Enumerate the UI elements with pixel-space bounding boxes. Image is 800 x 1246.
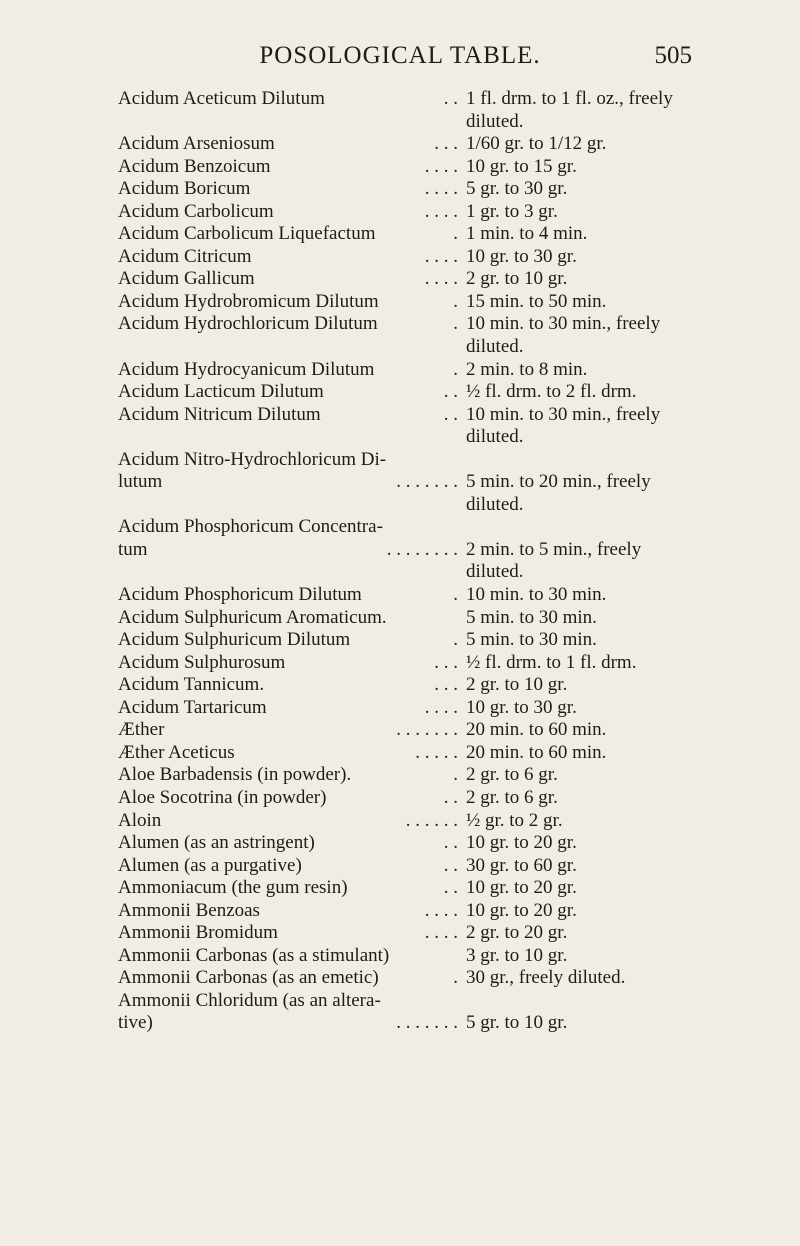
dose-range: 1 gr. to 3 gr.: [466, 200, 558, 222]
drug-name: Acidum Hydrocyanicum Dilutum: [118, 358, 375, 380]
leader-dots: . .: [443, 854, 458, 876]
drug-name: Acidum Carbolicum Liquefactum: [118, 223, 376, 245]
leader-dots: . . . .: [424, 200, 458, 222]
dose-range: diluted.: [466, 426, 524, 448]
table-row: [118, 133, 718, 156]
leader-dots: . . . . . . .: [396, 1012, 458, 1034]
table-row: [118, 967, 718, 990]
leader-dots: . . .: [434, 133, 458, 155]
posology-table: [118, 88, 718, 1035]
table-row: [118, 223, 718, 246]
drug-name: Acidum Citricum: [118, 245, 252, 267]
drug-name: Acidum Nitricum Dilutum: [118, 403, 321, 425]
leader-dots: . . . .: [424, 268, 458, 290]
leader-dots: . . . . . . .: [396, 719, 458, 741]
drug-name: Ammoniacum (the gum resin): [118, 877, 348, 899]
leader-dots: .: [453, 629, 458, 651]
dose-range: 10 min. to 30 min., freely: [466, 313, 661, 335]
drug-name: Aloe Socotrina (in powder): [118, 786, 327, 808]
page-header: [0, 42, 800, 82]
table-row: [118, 471, 718, 494]
table-row: [118, 201, 718, 224]
drug-name: Acidum Sulphuricum Aromaticum.: [118, 606, 387, 628]
dose-range: diluted.: [466, 110, 524, 132]
leader-dots: .: [453, 967, 458, 989]
dose-range: 10 gr. to 20 gr.: [466, 877, 577, 899]
dose-range: 3 gr. to 10 gr.: [466, 944, 568, 966]
leader-dots: . . . .: [424, 899, 458, 921]
leader-dots: . . .: [434, 674, 458, 696]
drug-name: Acidum Phosphoricum Dilutum: [118, 584, 362, 606]
table-row: [118, 561, 718, 584]
dose-range: diluted.: [466, 336, 524, 358]
dose-range: 5 min. to 30 min.: [466, 606, 597, 628]
table-row: [118, 697, 718, 720]
table-row: [118, 832, 718, 855]
drug-name: Acidum Tartaricum: [118, 696, 267, 718]
drug-name: tive): [118, 1012, 153, 1034]
table-row: [118, 877, 718, 900]
leader-dots: . . . .: [424, 245, 458, 267]
drug-name: Acidum Aceticum Dilutum: [118, 88, 325, 109]
table-row: [118, 629, 718, 652]
table-row: [118, 494, 718, 517]
drug-name: Acidum Gallicum: [118, 268, 255, 290]
dose-range: 10 gr. to 20 gr.: [466, 832, 577, 854]
dose-range: 10 min. to 30 min., freely: [466, 403, 661, 425]
dose-range: ½ fl. drm. to 1 fl. drm.: [466, 651, 637, 673]
dose-range: 15 min. to 50 min.: [466, 290, 607, 312]
dose-range: 2 gr. to 6 gr.: [466, 786, 558, 808]
dose-range: 1 fl. drm. to 1 fl. oz., freely: [466, 88, 673, 109]
drug-name: Acidum Hydrochloricum Dilutum: [118, 313, 378, 335]
dose-range: diluted.: [466, 561, 524, 583]
running-title: POSOLOGICAL TABLE.: [259, 42, 541, 69]
table-row: [118, 990, 718, 1013]
table-row: [118, 855, 718, 878]
dose-range: 1/60 gr. to 1/12 gr.: [466, 133, 607, 155]
drug-name: Acidum Sulphurosum: [118, 651, 286, 673]
dose-range: 10 gr. to 30 gr.: [466, 696, 577, 718]
dose-range: 30 gr. to 60 gr.: [466, 854, 577, 876]
table-row: [118, 810, 718, 833]
drug-name: lutum: [118, 471, 163, 493]
dose-range: 2 gr. to 10 gr.: [466, 268, 568, 290]
table-row: [118, 945, 718, 968]
leader-dots: . .: [443, 403, 458, 425]
table-row: [118, 787, 718, 810]
leader-dots: .: [453, 764, 458, 786]
drug-name: Acidum Arseniosum: [118, 133, 275, 155]
leader-dots: . . .: [434, 651, 458, 673]
drug-name: Acidum Boricum: [118, 178, 251, 200]
drug-name: Ammonii Carbonas (as a stimulant): [118, 944, 390, 966]
dose-range: 2 min. to 5 min., freely: [466, 538, 642, 560]
leader-dots: . .: [443, 786, 458, 808]
table-row: [118, 539, 718, 562]
dose-range: 1 min. to 4 min.: [466, 223, 588, 245]
table-row: [118, 336, 718, 359]
drug-name: Aloe Barbadensis (in powder).: [118, 764, 352, 786]
dose-range: 2 gr. to 10 gr.: [466, 674, 568, 696]
leader-dots: . .: [443, 381, 458, 403]
drug-name: Acidum Hydrobromicum Dilutum: [118, 290, 379, 312]
table-row: [118, 719, 718, 742]
leader-dots: . .: [443, 88, 458, 109]
dose-range: 5 gr. to 30 gr.: [466, 178, 568, 200]
drug-name: tum: [118, 538, 148, 560]
table-row: [118, 404, 718, 427]
dose-range: 10 gr. to 30 gr.: [466, 245, 577, 267]
table-row: [118, 88, 718, 111]
leader-dots: . .: [443, 832, 458, 854]
leader-dots: . . . .: [424, 696, 458, 718]
dose-range: 20 min. to 60 min.: [466, 719, 607, 741]
drug-name: Aloin: [118, 809, 162, 831]
table-row: [118, 178, 718, 201]
leader-dots: .: [453, 223, 458, 245]
dose-range: 5 min. to 20 min., freely: [466, 471, 651, 493]
table-row: [118, 156, 718, 179]
drug-name: Æther Aceticus: [118, 741, 235, 763]
table-row: [118, 291, 718, 314]
drug-name: Acidum Tannicum.: [118, 674, 265, 696]
dose-range: 10 min. to 30 min.: [466, 584, 607, 606]
drug-name: Ammonii Carbonas (as an emetic): [118, 967, 379, 989]
leader-dots: .: [453, 313, 458, 335]
dose-range: 10 gr. to 20 gr.: [466, 899, 577, 921]
table-row: [118, 359, 718, 382]
drug-name: Alumen (as an astringent): [118, 832, 315, 854]
table-row: [118, 426, 718, 449]
dose-range: 5 min. to 30 min.: [466, 629, 597, 651]
drug-name: Acidum Phosphoricum Concentra-: [118, 516, 383, 538]
drug-name: Acidum Carbolicum: [118, 200, 274, 222]
drug-name: Acidum Nitro-Hydrochloricum Di-: [118, 448, 387, 470]
leader-dots: . . . . . .: [405, 809, 458, 831]
leader-dots: .: [453, 290, 458, 312]
drug-name: Alumen (as a purgative): [118, 854, 302, 876]
dose-range: ½ gr. to 2 gr.: [466, 809, 563, 831]
dose-range: 20 min. to 60 min.: [466, 741, 607, 763]
table-row: [118, 900, 718, 923]
table-row: [118, 742, 718, 765]
table-row: [118, 111, 718, 134]
drug-name: Acidum Benzoicum: [118, 155, 271, 177]
table-row: [118, 381, 718, 404]
dose-range: 2 min. to 8 min.: [466, 358, 588, 380]
leader-dots: .: [453, 358, 458, 380]
leader-dots: . . . .: [424, 178, 458, 200]
dose-range: diluted.: [466, 493, 524, 515]
table-row: [118, 584, 718, 607]
table-row: [118, 1012, 718, 1035]
leader-dots: . . . .: [424, 155, 458, 177]
leader-dots: . . . . . . . .: [386, 538, 458, 560]
leader-dots: . . . . . . .: [396, 471, 458, 493]
leader-dots: . . . . .: [415, 741, 458, 763]
table-row: [118, 313, 718, 336]
table-row: [118, 652, 718, 675]
table-row: [118, 268, 718, 291]
drug-name: Acidum Sulphuricum Dilutum: [118, 629, 351, 651]
drug-name: Acidum Lacticum Dilutum: [118, 381, 324, 403]
leader-dots: .: [453, 584, 458, 606]
leader-dots: . .: [443, 877, 458, 899]
table-row: [118, 516, 718, 539]
dose-range: 5 gr. to 10 gr.: [466, 1012, 568, 1034]
table-row: [118, 922, 718, 945]
drug-name: Æther: [118, 719, 165, 741]
dose-range: 2 gr. to 20 gr.: [466, 922, 568, 944]
dose-range: 2 gr. to 6 gr.: [466, 764, 558, 786]
table-row: [118, 674, 718, 697]
drug-name: Ammonii Bromidum: [118, 922, 278, 944]
table-row: [118, 449, 718, 472]
dose-range: 10 gr. to 15 gr.: [466, 155, 577, 177]
table-row: [118, 246, 718, 269]
drug-name: Ammonii Benzoas: [118, 899, 260, 921]
dose-range: ½ fl. drm. to 2 fl. drm.: [466, 381, 637, 403]
leader-dots: . . . .: [424, 922, 458, 944]
page-number: 505: [654, 42, 692, 69]
drug-name: Ammonii Chloridum (as an altera-: [118, 989, 381, 1011]
table-row: [118, 764, 718, 787]
dose-range: 30 gr., freely diluted.: [466, 967, 626, 989]
table-row: [118, 607, 718, 630]
